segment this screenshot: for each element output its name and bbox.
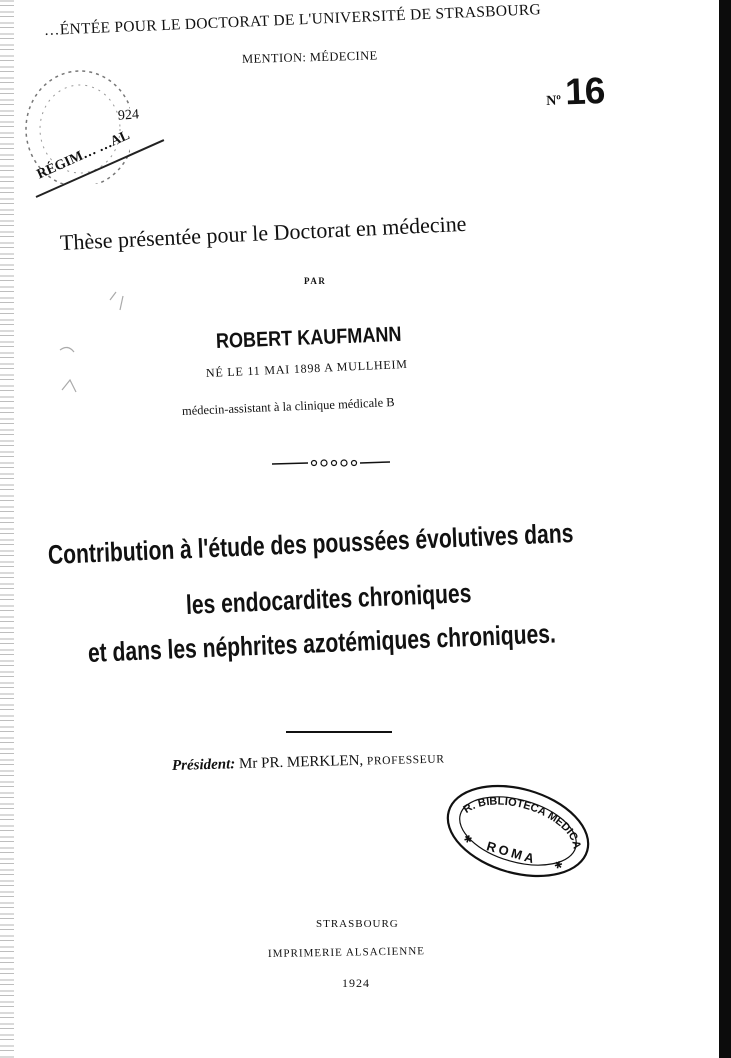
president-name: Mr PR. MERKLEN, bbox=[238, 752, 364, 773]
divider-rule bbox=[286, 731, 392, 733]
library-stamp-icon bbox=[438, 776, 598, 886]
imprint-year: 1924 bbox=[342, 976, 370, 990]
title-line-2: les endocardites chroniques bbox=[185, 578, 472, 620]
stamp-star-left-icon: ✱ bbox=[462, 833, 474, 847]
header-line-1: …ÉNTÉE POUR LE DOCTORAT DE L'UNIVERSITÉ DE STRASBOURG bbox=[43, 1, 542, 39]
author-position: médecin-assistant à la clinique médicale B bbox=[181, 395, 395, 418]
imprint-printer: IMPRIMERIE ALSACIENNE bbox=[267, 945, 426, 960]
stamp-top-text: R. BIBLIOTECA MEDICA bbox=[461, 795, 583, 850]
year-fragment: 924 bbox=[117, 107, 140, 124]
author-name: ROBERT KAUFMANN bbox=[215, 322, 402, 353]
thesis-number bbox=[545, 70, 605, 114]
by-label: PAR bbox=[304, 276, 327, 286]
title-line-3: et dans les néphrites azotémiques chroniques. bbox=[87, 618, 557, 668]
header-line-2: MENTION: MÉDECINE bbox=[241, 48, 378, 66]
stamp-bottom-text: ROMA bbox=[484, 838, 539, 867]
regime-label: RÉGIM… …AL bbox=[34, 128, 133, 183]
president-line bbox=[172, 750, 445, 775]
title-line-1: Contribution à l'étude des poussées évolutives dans bbox=[47, 517, 574, 570]
number-prefix: Nº bbox=[546, 93, 562, 109]
scan-right-edge bbox=[719, 0, 731, 1058]
number-value: 16 bbox=[564, 69, 606, 113]
imprint-city: STRASBOURG bbox=[316, 918, 399, 930]
ornament-divider-icon bbox=[272, 458, 390, 470]
president-label: Président: bbox=[171, 756, 236, 774]
author-birth: NÉ LE 11 MAI 1898 A MULLHEIM bbox=[205, 356, 409, 380]
margin-marks bbox=[50, 280, 140, 420]
thesis-intro: Thèse présentée pour le Doctorat en médecine bbox=[59, 210, 467, 255]
svg-text:R. BIBLIOTECA MEDICA bbox=[458, 783, 591, 853]
president-role: PROFESSEUR bbox=[366, 753, 445, 768]
stamp-star-right-icon: ✱ bbox=[552, 859, 564, 873]
